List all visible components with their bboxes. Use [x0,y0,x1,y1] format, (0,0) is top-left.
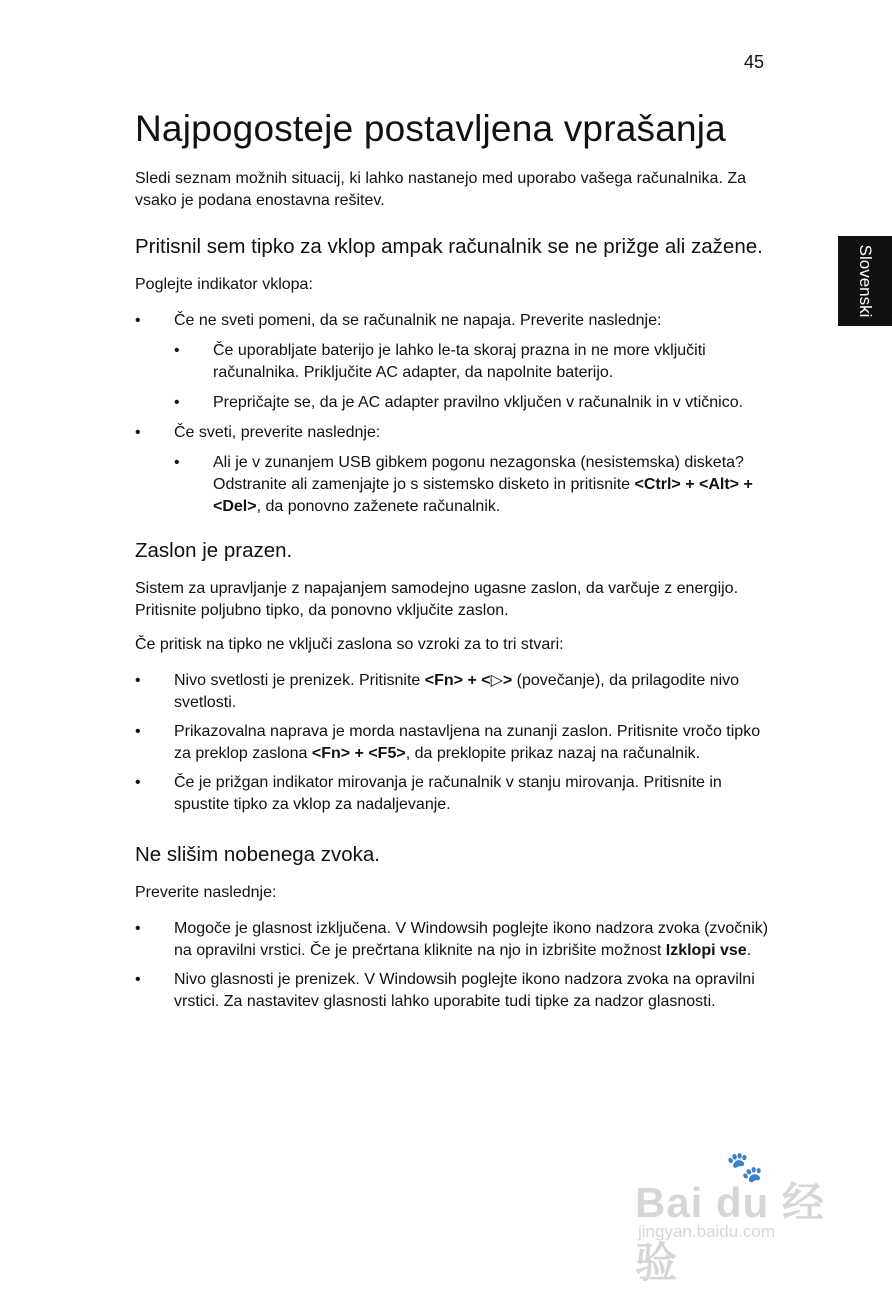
list-item-text: Prikazovalna naprava je morda nastavljena na zunanji zaslon. Pritisnite vročo tipko za preklop zaslona [174,723,761,762]
section-sound [135,842,780,1013]
list-item-text: , da ponovno zaženete računalnik. [256,498,501,515]
screen-paragraph-2: Če pritisk na tipko ne vključi zaslona so vzroki za to tri stvari: [135,636,564,653]
list-item [174,340,780,384]
bullet-icon: • [174,342,180,359]
language-tab-label: Slovenski [856,244,875,318]
list-item [135,721,780,765]
screen-list [135,670,780,816]
list-item [174,452,780,518]
bullet-icon: • [135,672,141,689]
page-title: Najpogosteje postavljena vprašanja [135,108,726,149]
bullet-icon: • [135,723,141,740]
sound-list [135,918,780,1013]
bullet-icon: • [135,920,141,937]
list-item-text: Če ne sveti pomeni, da se računalnik ne napaja. Preverite naslednje: [174,312,662,329]
list-item-text: Nivo glasnosti je prenizek. V Windowsih poglejte ikono nadzora zvoka na opravilni vrstici. Za nastavitev glasnosti lahko uporabite tudi tipke za nadzor glasnosti. [174,971,755,1010]
list-item [135,918,780,962]
intro-paragraph: Sledi seznam možnih situacij, ki lahko nastanejo med uporabo vašega računalnika. Za vsako je podana enostavna rešitev. [135,170,747,209]
screen-paragraph-1: Sistem za upravljanje z napajanjem samodejno ugasne zaslon, da varčuje z energijo. Pritisnite poljubno tipko, da ponovno vključite zaslon. [135,580,739,619]
list-item-text: , da preklopite prikaz nazaj na računalnik. [405,745,701,762]
list-item-text: Če je prižgan indikator mirovanja je računalnik v stanju mirovanja. Pritisnite in spustite tipko za vklop za nadaljevanje. [174,774,722,813]
section-heading-screen: Zaslon je prazen. [135,539,293,562]
list-item [135,310,780,414]
power-lead: Poglejte indikator vklopa: [135,276,313,293]
list-item [135,670,780,714]
page-number: 45 [744,52,765,72]
key-combo: <Ctrl> + <Alt> + <Del> [213,476,753,515]
bullet-icon: • [135,774,141,791]
bullet-icon: • [174,394,180,411]
list-item-text: Prepričajte se, da je AC adapter pravilno vključen v računalnik in v vtičnico. [213,394,744,411]
section-heading-power: Pritisnil sem tipko za vklop ampak računalnik se ne prižge ali zažene. [135,235,763,258]
document-body [135,108,780,1020]
list-item [135,772,780,816]
list-item-text: Mogoče je glasnost izključena. V Windowsih poglejte ikono nadzora zvoka (zvočnik) na opravilni vrstici. Če je prečrtana kliknite na njo in izbrišite možnost [174,920,769,959]
watermark-logo: Bai du 经验 [635,1179,826,1286]
list-item [174,392,780,414]
key-combo: <Fn> + <▷> [424,672,513,689]
power-sublist-1 [174,340,780,414]
power-sublist-2 [174,452,780,518]
list-item [135,422,780,518]
paw-icon: 🐾 [726,1151,764,1184]
bullet-icon: • [135,424,141,441]
baidu-watermark [630,1150,850,1286]
power-list [135,310,780,518]
section-heading-sound: Ne slišim nobenega zvoka. [135,843,380,866]
key-combo: <Fn> + <F5> [311,745,406,762]
sound-lead: Preverite naslednje: [135,884,277,901]
language-tab [838,236,892,326]
list-item-text: Če sveti, preverite naslednje: [174,424,381,441]
list-item-text: . [746,942,752,959]
list-item-text: Ali je v zunanjem USB gibkem pogonu nezagonska (nesistemska) disketa? Odstranite ali zamenjajte jo s sistemsko disketo in pritisnite [213,454,744,493]
bullet-icon: • [135,971,141,988]
list-item-text: (povečanje), da prilagodite nivo svetlosti. [174,672,740,711]
bullet-icon: • [174,454,180,471]
list-item [135,969,780,1013]
list-item-text: Če uporabljate baterijo je lahko le-ta skoraj prazna in ne more vključiti računalnika. Priključite AC adapter, da napolnite baterijo. [213,342,706,381]
bullet-icon: • [135,312,141,329]
list-item-text: Nivo svetlosti je prenizek. Pritisnite [174,672,425,689]
watermark-url: jingyan.baidu.com [638,1222,776,1241]
bold-option: Izklopi vse [665,942,747,959]
section-screen [135,538,780,816]
